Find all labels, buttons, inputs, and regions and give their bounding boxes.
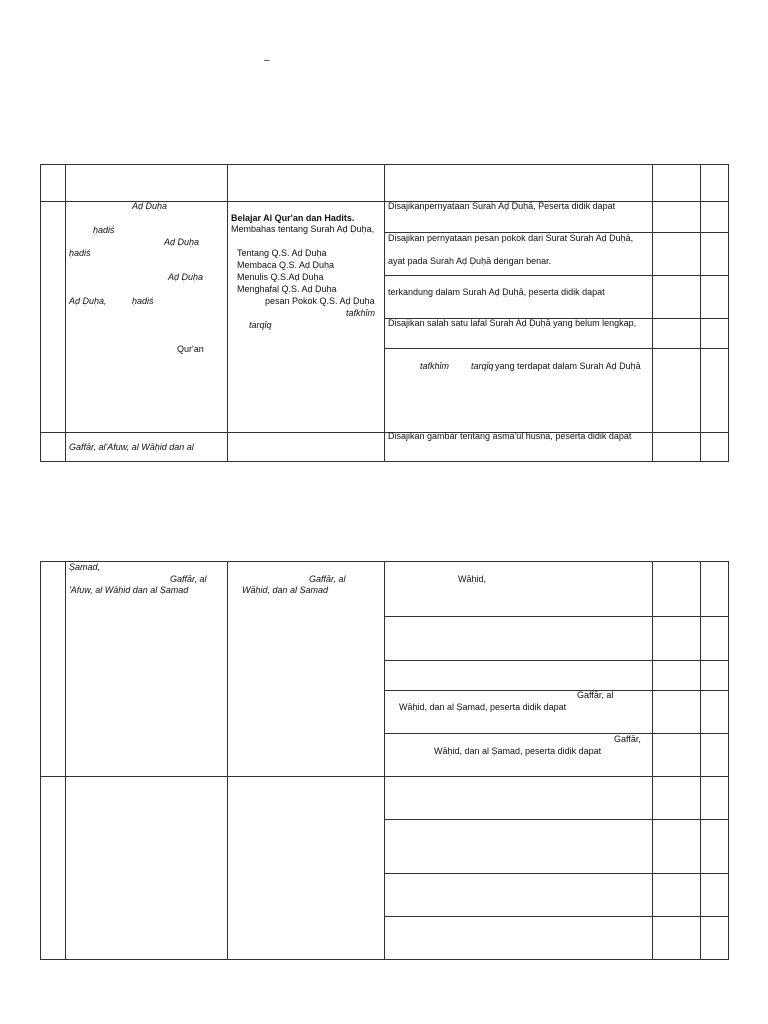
cell-text: tarqīq xyxy=(249,320,272,330)
column-divider xyxy=(700,165,701,461)
cell-text: tarqīq xyxy=(471,361,494,371)
cell-heading: Belajar Al Qur'an dan Hadits. xyxy=(231,213,355,223)
column-divider xyxy=(227,562,228,959)
cell-text: Ṣamad, xyxy=(69,562,101,572)
row-divider xyxy=(41,776,728,777)
list-item: Membaca Q.S. Aḍ Ḍuḥa xyxy=(237,260,335,270)
cell-text: Disajikan pernyataan pesan pokok dari Surat Surah Aḍ Ḍuḥā, xyxy=(388,233,634,243)
cell-text: Membahas tentang Surah Aḍ Ḍuḥa, xyxy=(231,224,375,234)
cell-text: Gaffār, al xyxy=(309,574,346,584)
cell-text: ḥadiś xyxy=(93,225,115,235)
cell-text: terkandung dalam Surah Aḍ Ḍuḥā, peserta didik dapat xyxy=(388,287,605,297)
sub-row-divider xyxy=(384,819,728,820)
cell-text: Wāḥid, xyxy=(458,574,487,584)
list-item: Tentang Q.S. Aḍ Ḍuḥa xyxy=(237,248,327,258)
cell-text: Gaffār, al xyxy=(577,690,614,700)
cell-text: Aḍ Ḍuḥa xyxy=(168,272,204,282)
sub-row-divider xyxy=(384,916,728,917)
cell-text: Qur'an xyxy=(177,344,204,354)
column-divider xyxy=(700,562,701,959)
column-divider xyxy=(652,165,653,461)
column-divider xyxy=(384,165,385,461)
cell-text: Gaffār, xyxy=(614,734,641,744)
column-divider xyxy=(384,562,385,959)
sub-row-divider xyxy=(384,873,728,874)
sub-row-divider xyxy=(384,690,728,691)
cell-text: Gaffār, al xyxy=(170,574,207,584)
cell-text: pesan Pokok Q.S. Aḍ Ḍuḥa xyxy=(265,296,375,306)
list-item: Menghafal Q.S. Aḍ Ḍuḥa xyxy=(237,284,337,294)
header-dash: – xyxy=(264,55,270,66)
sub-row-divider xyxy=(384,733,728,734)
cell-text: Wāḥid, dan al Ṣamad xyxy=(242,585,329,595)
cell-text: Aḍ Ḍuḥa xyxy=(132,201,168,211)
column-divider xyxy=(65,562,66,959)
cell-text: Wāḥid, dan al Ṣamad, peserta didik dapat xyxy=(399,702,567,712)
cell-text: Disajikan gambar tentang asma'ul husna, peserta didik dapat xyxy=(388,431,632,441)
column-divider xyxy=(227,165,228,461)
sub-row-divider xyxy=(384,275,728,276)
sub-row-divider xyxy=(384,660,728,661)
cell-text: 'Afuw, al Wāḥid dan al Ṣamad xyxy=(69,585,189,595)
cell-text: Disajikanpernyataan Surah Aḍ Ḍuḥā, Peserta didik dapat xyxy=(388,201,616,211)
cell-text: ḥadiś xyxy=(132,296,154,306)
sub-row-divider xyxy=(384,348,728,349)
sub-row-divider xyxy=(384,616,728,617)
cell-text: Wāḥid, dan al Ṣamad, peserta didik dapat xyxy=(434,746,602,756)
cell-text: Aḍ Ḍuḥa xyxy=(164,237,200,247)
cell-text: ayat pada Surah Aḍ Ḍuḥā dengan benar. xyxy=(388,256,552,266)
cell-text: Aḍ Ḍuḥa, xyxy=(69,296,107,306)
cell-text: Gaffār, al'Afuw, al Wāḥid dan al xyxy=(69,442,194,452)
column-divider xyxy=(65,165,66,461)
column-divider xyxy=(652,562,653,959)
cell-text: tafkhīm xyxy=(420,361,450,371)
table-2 xyxy=(40,561,729,960)
cell-text: Disajikan salah satu lafal Surah Aḍ Ḍuḥā yang belum lengkap, xyxy=(388,318,637,328)
cell-text: yang terdapat dalam Surah Aḍ Ḍuḥā xyxy=(495,361,641,371)
cell-text: tafkhīm xyxy=(346,308,376,318)
cell-text: ḥadiś xyxy=(69,248,91,258)
table-1 xyxy=(40,164,729,462)
list-item: Menulis Q.S.Aḍ Ḍuḥa xyxy=(237,272,324,282)
